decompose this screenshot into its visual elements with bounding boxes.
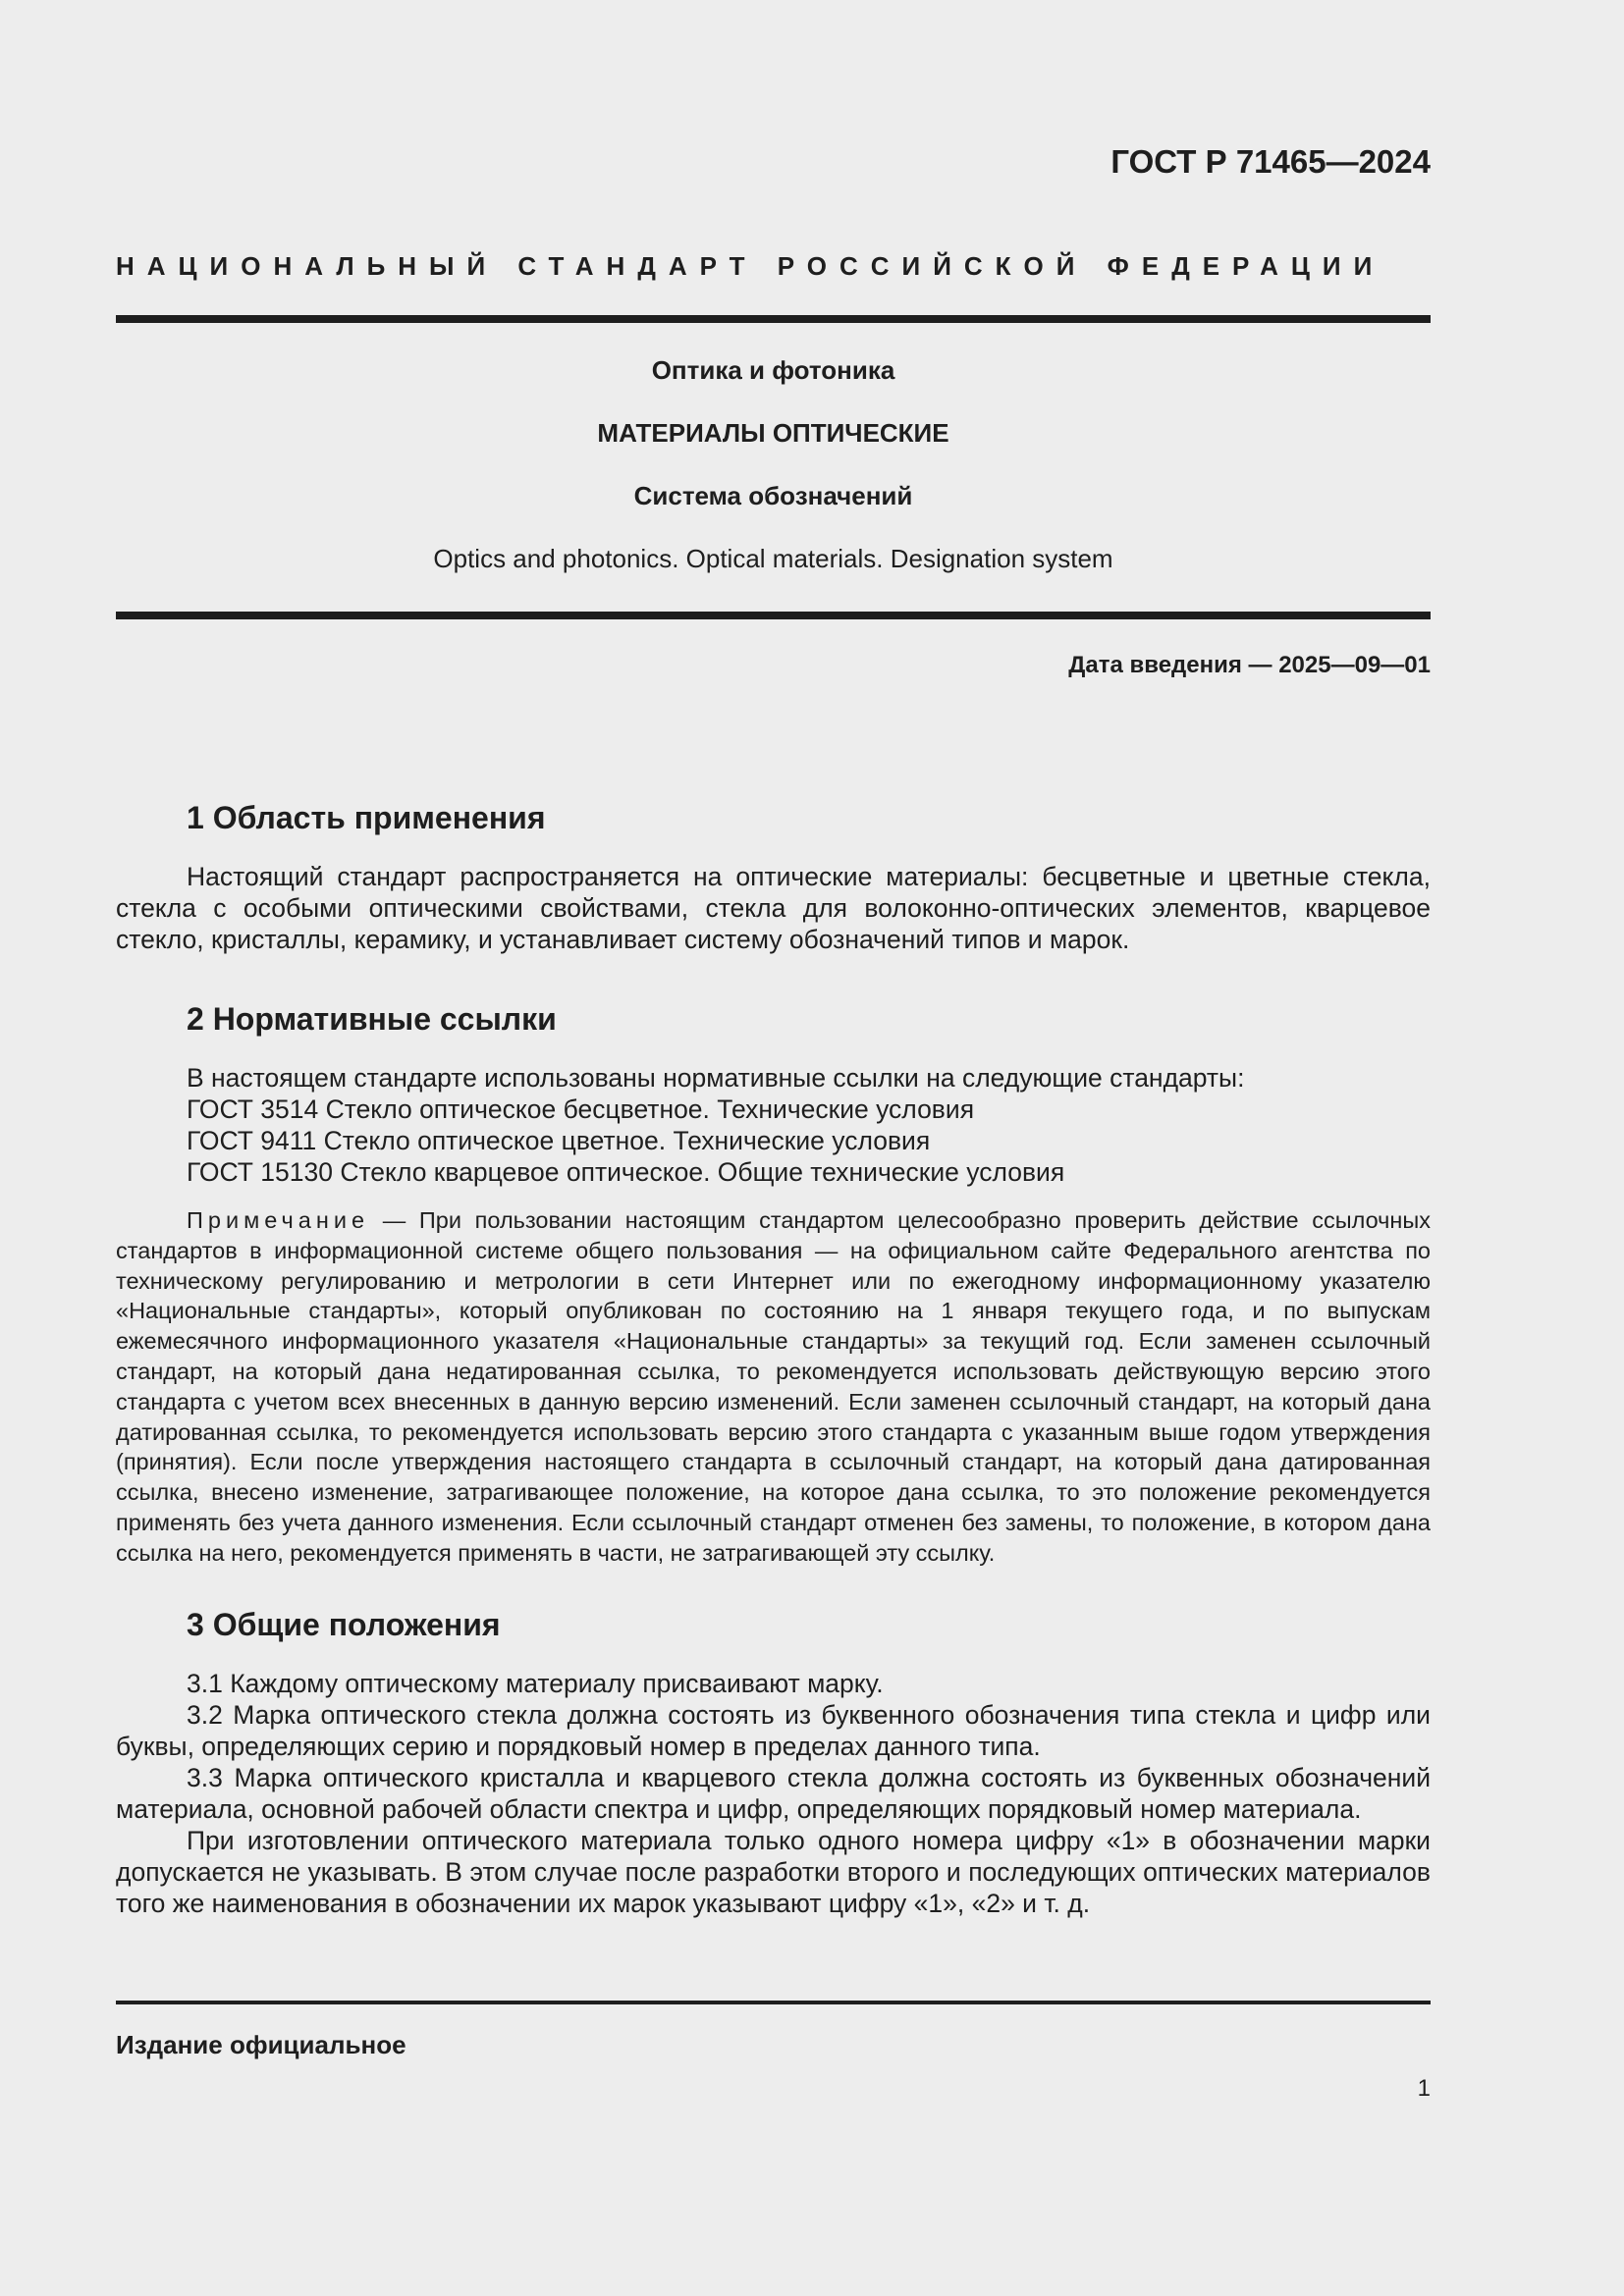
clause-3-1: 3.1 Каждому оптическому материалу присваивают марку. xyxy=(187,1669,884,1698)
header-rule-top xyxy=(116,315,1431,323)
references-note xyxy=(116,1205,1431,1569)
note-text: — При пользовании настоящим стандартом целесообразно проверить действие ссылочных стандартов в информационной системе общего пользования — на официальном сайте Федерального агентства по техническому регулированию и метрологии в сети Интернет или по ежегодному информационному указателю «Национальные стандарты», который опубликован по состоянию на 1 января текущего года, и по выпускам ежемесячного информационного указателя «Национальные стандарты» за текущий год. Если заменен ссылочный стандарт, на который дана недатированная ссылка, то рекомендуется использовать действующую версию этого стандарта с учетом всех внесенных в данную версию изменений. Если заменен ссылочный стандарт, на который дана датированная ссылка, то рекомендуется использовать версию этого стандарта с указанным выше годом утверждения (принятия). Если после утверждения настоящего стандарта в ссылочный стандарт, на который дана датированная ссылка, внесено изменение, затрагивающее положение, на которое дана ссылка, то это положение рекомендуется применять без учета данного изменения. Если ссылочный стандарт отменен без замены, то положение, в котором дана ссылка на него, рекомендуется применять в части, не затрагивающей эту ссылку. xyxy=(116,1207,1431,1566)
footer-rule xyxy=(116,2001,1431,2004)
header-rule-bottom xyxy=(116,612,1431,619)
introduction-date: Дата введения — 2025—09—01 xyxy=(1068,652,1431,678)
clause-3-3: 3.3 Марка оптического кристалла и кварцевого стекла должна состоять из буквенных обозначений материала, основной рабочей области спектра и цифр, определяющих порядковый номер материала. xyxy=(116,1763,1431,1824)
national-standard-banner: НАЦИОНАЛЬНЫЙ СТАНДАРТ РОССИЙСКОЙ ФЕДЕРАЦИИ xyxy=(116,251,1385,281)
section-3-heading: 3 Общие положения xyxy=(187,1607,501,1642)
reference-item: ГОСТ 3514 Стекло оптическое бесцветное. Технические условия xyxy=(187,1095,975,1124)
clause-3-note-paragraph: При изготовлении оптического материала только одного номера цифру «1» в обозначении марки допускается не указывать. В этом случае после разработки второго и последующих оптических материалов того же наименования в обозначении их марок указывают цифру «1», «2» и т. д. xyxy=(116,1826,1431,1918)
section-1-text: Настоящий стандарт распространяется на оптические материалы: бесцветные и цветные стекла, стекла с особыми оптическими свойствами, стекла для волоконно-оптических элементов, кварцевое стекло, кристаллы, керамику, и устанавливает систему обозначений типов и марок. xyxy=(116,862,1431,954)
reference-item: ГОСТ 15130 Стекло кварцевое оптическое. Общие технические условия xyxy=(187,1157,1065,1187)
field-name: Оптика и фотоника xyxy=(651,355,895,385)
section-2-heading: 2 Нормативные ссылки xyxy=(187,1001,557,1037)
reference-item: ГОСТ 9411 Стекло оптическое цветное. Технические условия xyxy=(187,1126,931,1155)
document-title: МАТЕРИАЛЫ ОПТИЧЕСКИЕ xyxy=(597,418,949,448)
references-intro: В настоящем стандарте использованы нормативные ссылки на следующие стандарты: xyxy=(187,1063,1245,1093)
english-title: Optics and photonics. Optical materials. Designation system xyxy=(433,544,1113,573)
page-number: 1 xyxy=(1417,2075,1431,2102)
note-label: Примечание xyxy=(187,1207,370,1233)
document-number: ГОСТ Р 71465—2024 xyxy=(1110,143,1431,180)
official-edition: Издание официальное xyxy=(116,2030,406,2059)
clause-3-2: 3.2 Марка оптического стекла должна состоять из буквенного обозначения типа стекла и цифр или буквы, определяющих серию и порядковый номер в пределах данного типа. xyxy=(116,1700,1431,1761)
section-1-heading: 1 Область применения xyxy=(187,800,546,835)
document-subtitle: Система обозначений xyxy=(633,481,913,510)
